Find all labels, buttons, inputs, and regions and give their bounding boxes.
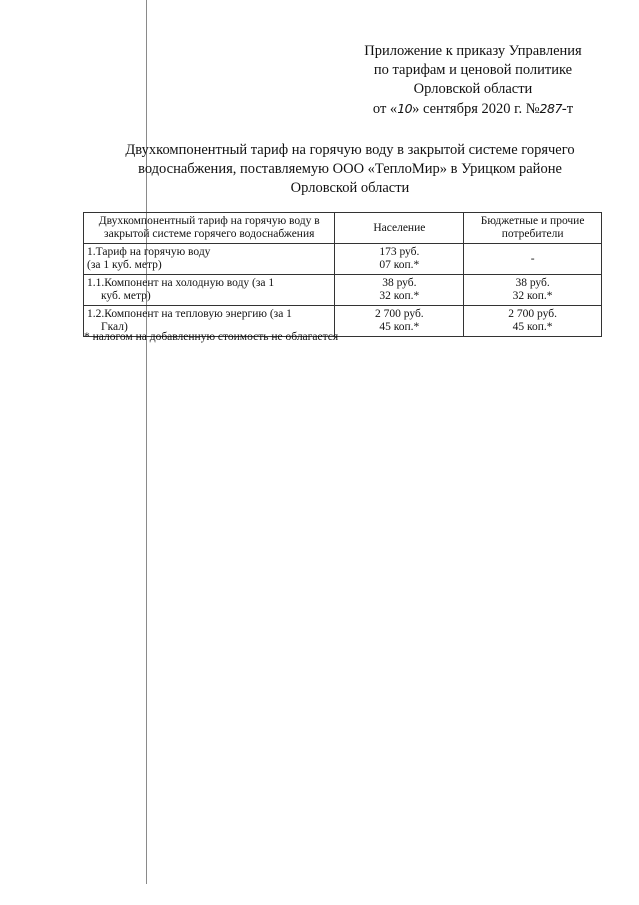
document-title	[100, 141, 600, 198]
date-middle: » сентября 2020 г. №	[412, 101, 540, 117]
order-suffix: -т	[561, 101, 574, 117]
table-row	[84, 275, 602, 306]
approval-header	[330, 42, 616, 119]
header-cell-budget: Бюджетные и прочие потребители	[464, 213, 602, 244]
table-header-row	[84, 213, 602, 244]
population-value: 2 700 руб. 45 коп.*	[335, 306, 464, 337]
budget-value: 2 700 руб. 45 коп.*	[464, 306, 602, 337]
title-line-1: Двухкомпонентный тариф на горячую воду в закрытой системе горячего	[125, 142, 575, 158]
tariff-table	[83, 212, 602, 337]
handwritten-day: 10	[397, 101, 413, 116]
title-line-3: Орловской области	[290, 180, 410, 196]
budget-value: -	[464, 244, 602, 275]
row-label: 1.1.Компонент на холодную воду (за 1 куб. метр)	[84, 275, 335, 306]
header-line-3: Орловской области	[413, 81, 533, 97]
population-value: 38 руб. 32 коп.*	[335, 275, 464, 306]
header-date-line	[330, 99, 616, 119]
row-label: 1.Тариф на горячую воду (за 1 куб. метр)	[84, 244, 335, 275]
title-line-2: водоснабжения, поставляемую ООО «ТеплоМир» в Урицком районе	[138, 161, 562, 177]
header-cell-population: Население	[335, 213, 464, 244]
date-prefix: от «	[372, 101, 398, 117]
header-cell-tariff: Двухкомпонентный тариф на горячую воду в закрытой системе горячего водоснабжения	[84, 213, 335, 244]
table-row	[84, 244, 602, 275]
handwritten-order-number: 287	[539, 101, 562, 116]
header-line-2: по тарифам и ценовой политике	[373, 62, 573, 78]
budget-value: 38 руб. 32 коп.*	[464, 275, 602, 306]
vat-footnote: * налогом на добавленную стоимость не облагается	[84, 331, 339, 343]
row-label: 1.2.Компонент на тепловую энергию (за 1 Гкал)	[84, 306, 335, 337]
header-line-1: Приложение к приказу Управления	[364, 43, 582, 59]
population-value: 173 руб. 07 коп.*	[335, 244, 464, 275]
scan-fold-line	[146, 0, 147, 884]
